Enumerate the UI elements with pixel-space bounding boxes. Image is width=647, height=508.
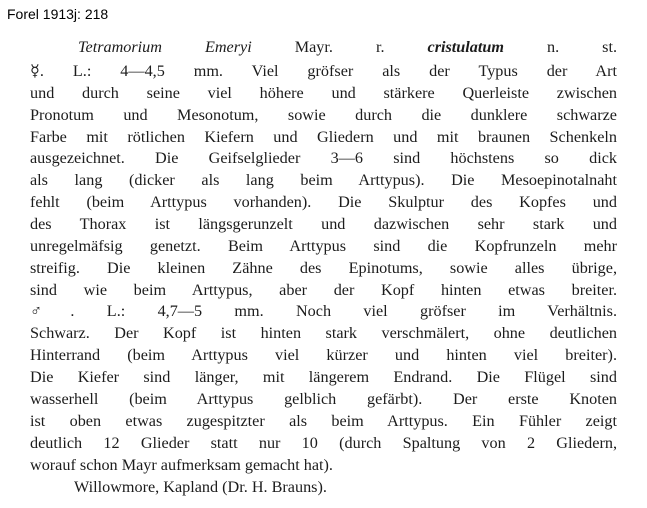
text-line [30,192,617,212]
text-line [30,170,617,190]
text-segment: Willowmore, Kapland (Dr. H. Brauns). [74,478,327,496]
text-segment: wasserhell (beim Arttypus gelblich gefärbt). Der erste Knoten [30,390,617,408]
text-line [30,301,617,321]
text-line [30,411,617,431]
text-line [30,433,617,453]
text-line [30,280,617,300]
text-segment: Mayr. r. [251,38,428,56]
text-segment: sind wie beim Arttypus, aber der Kopf hinten etwas breiter. [30,281,617,299]
text-segment: unregelmäfsig genetzt. Beim Arttypus sind die Kopfrunzeln mehr [30,237,617,255]
text-line [30,61,617,81]
text-segment: Farbe mit rötlichen Kiefern und Gliedern und mit braunen Schenkeln [30,128,617,146]
text-line [30,258,617,278]
text-line [30,389,617,409]
text-line [78,37,617,57]
text-line [30,105,617,125]
text-segment: ist oben etwas zugespitzter als beim Arttypus. Ein Fühler zeigt [30,412,617,430]
text-segment: ☿. L.: 4—4,5 mm. Viel gröfser als der Typus der Art [30,62,617,80]
text-line [30,83,617,103]
text-segment: des Thorax ist längsgerunzelt und dazwischen sehr stark und [30,215,617,233]
text-segment: Schwarz. Der Kopf ist hinten stark verschmälert, ohne deutlichen [30,324,617,342]
text-segment: streifig. Die kleinen Zähne des Epinotums, sowie alles übrige, [30,259,617,277]
text-line [30,345,617,365]
text-line [30,148,617,168]
text-line [30,214,617,234]
text-line [30,236,617,256]
text-segment: als lang (dicker als lang beim Arttypus). Die Mesoepinotalnaht [30,171,617,189]
text-line [30,367,617,387]
taxon-name-italic: Tetramorium Emeryi [78,38,252,56]
text-segment: ausgezeichnet. Die Geifselglieder 3—6 sind höchstens so dick [30,149,617,167]
source-label: Forel 1913j: 218 [7,6,109,22]
text-segment: worauf schon Mayr aufmerksam gemacht hat). [30,456,333,474]
text-line [30,323,617,343]
text-segment: deutlich 12 Glieder statt nur 10 (durch Spaltung von 2 Gliedern, [30,434,617,452]
taxon-name-bold: cristulatum [427,38,504,56]
text-line [74,477,410,497]
text-segment: n. st. [503,38,617,56]
text-line [30,455,440,475]
text-segment: und durch seine viel höhere und stärkere Querleiste zwischen [30,84,617,102]
text-segment: Hinterrand (beim Arttypus viel kürzer und hinten viel breiter). [30,346,617,364]
text-segment: Pronotum und Mesonotum, sowie durch die dunklere schwarze [30,106,617,124]
text-segment: fehlt (beim Arttypus vorhanden). Die Skulptur des Kopfes und [30,193,617,211]
text-segment: Die Kiefer sind länger, mit längerem Endrand. Die Flügel sind [30,368,617,386]
text-line [30,127,617,147]
text-segment: ♂. L.: 4,7—5 mm. Noch viel gröfser im Verhältnis. [30,302,617,320]
